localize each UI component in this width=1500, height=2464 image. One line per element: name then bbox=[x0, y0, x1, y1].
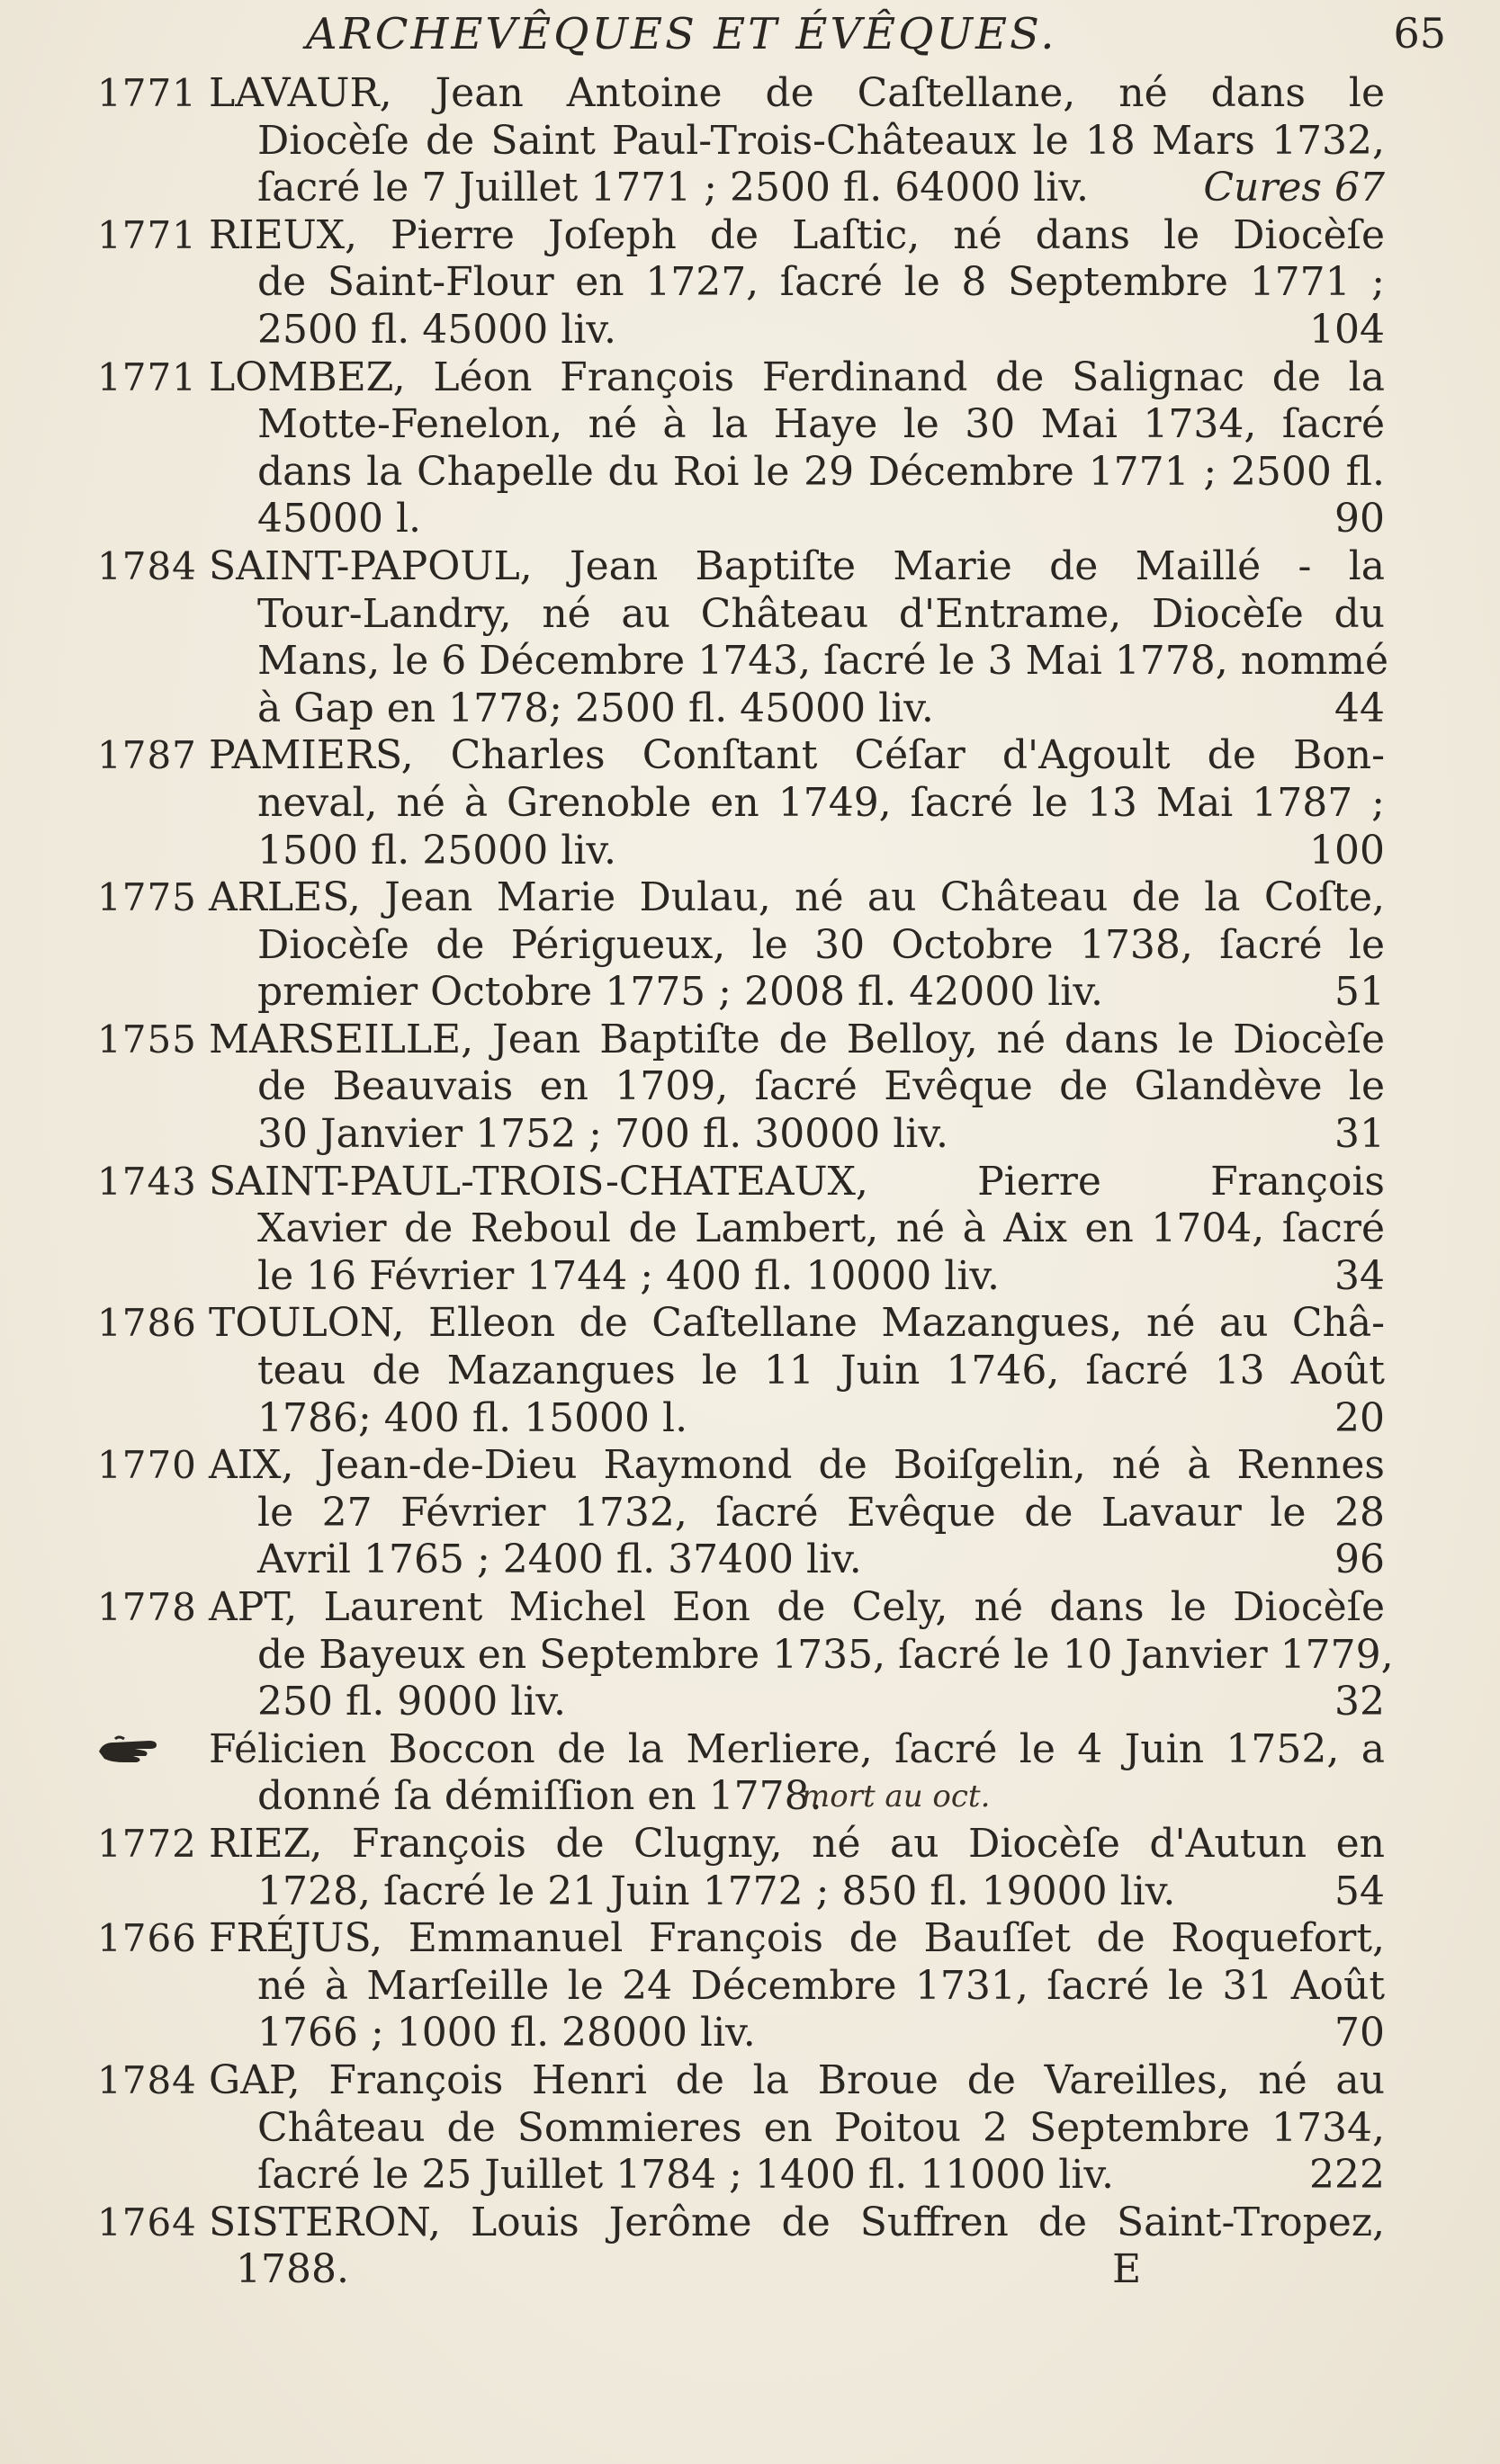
entry-year: 1764 bbox=[97, 2200, 197, 2244]
entry-number: 54 bbox=[1334, 1868, 1385, 1914]
entry-line: GAP, François Henri de la Broue de Vareilles, né au bbox=[209, 2056, 1385, 2103]
entry-line: 2500 fl. 45000 liv. bbox=[257, 306, 617, 353]
entry-marseille bbox=[0, 1017, 1500, 1159]
entry-line: ſacré le 7 Juillet 1771 ; 2500 fl. 64000 liv. bbox=[257, 165, 1089, 211]
page-title: ARCHEVÊQUES ET ÉVÊQUES. bbox=[306, 9, 1057, 59]
entry-line: 30 Janvier 1752 ; 700 fl. 30000 liv. bbox=[257, 1111, 948, 1158]
entry-arles bbox=[0, 874, 1500, 1017]
entry-line: LAVAUR, Jean Antoine de Caſtellane, né dans le bbox=[209, 70, 1385, 116]
entry-year: 1771 bbox=[97, 212, 197, 257]
entry-line: TOULON, Elleon de Caſtellane Mazangues, né au Châ- bbox=[209, 1300, 1385, 1347]
entry-line: Diocèſe de Saint Paul-Trois-Châteaux le 18 Mars 1732, bbox=[257, 117, 1385, 164]
entry-line: RIEUX, Pierre Joſeph de Laſtic, né dans le Diocèſe bbox=[209, 211, 1385, 258]
entry-line: Motte-Fenelon, né à la Haye le 30 Mai 1734, ſacré bbox=[257, 401, 1385, 448]
entry-gap bbox=[0, 2057, 1500, 2200]
entry-number: 51 bbox=[1334, 969, 1385, 1016]
entry-number: 67 bbox=[1334, 165, 1385, 211]
entry-year: 1766 bbox=[97, 1916, 197, 1961]
entry-number: 44 bbox=[1334, 685, 1385, 731]
entry-lavaur bbox=[0, 70, 1500, 212]
entry-line: RIEZ, François de Clugny, né au Diocèſe d'Autun en bbox=[209, 1820, 1385, 1867]
entry-line: de Beauvais en 1709, ſacré Evêque de Glandève le bbox=[257, 1063, 1385, 1110]
entry-line: MARSEILLE, Jean Baptiſte de Belloy, né dans le Diocèſe bbox=[209, 1016, 1385, 1062]
entry-year: 1784 bbox=[97, 2057, 197, 2102]
entry-saint-paul-trois-chateaux bbox=[0, 1159, 1500, 1301]
entry-line: Félicien Boccon de la Merliere, ſacré le 4 Juin 1752, a bbox=[209, 1725, 1385, 1772]
entry-line: le 27 Février 1732, ſacré Evêque de Lavaur le 28 bbox=[257, 1489, 1385, 1536]
entry-year: 1771 bbox=[97, 354, 197, 399]
entry-line: teau de Mazangues le 11 Juin 1746, ſacré 13 Août bbox=[257, 1348, 1385, 1394]
catchword: 1788. bbox=[236, 2246, 349, 2293]
entry-line: le 16 Février 1744 ; 400 fl. 10000 liv. bbox=[257, 1252, 1001, 1299]
entry-number: 100 bbox=[1309, 827, 1385, 874]
entry-line: LOMBEZ, Léon François Ferdinand de Salignac de la bbox=[209, 354, 1385, 400]
entry-year: 1770 bbox=[97, 1443, 197, 1488]
entry-line: SAINT-PAUL-TROIS-CHATEAUX, Pierre François bbox=[209, 1158, 1385, 1205]
entry-line: de Saint-Flour en 1727, ſacré le 8 Septembre 1771 ; bbox=[257, 259, 1385, 306]
handwritten-annotation: mort au oct. bbox=[801, 1779, 991, 1815]
entry-line: PAMIERS, Charles Conſtant Céſar d'Agoult de Bon- bbox=[209, 732, 1385, 779]
page-number: 65 bbox=[1393, 9, 1446, 58]
entry-year: 1743 bbox=[97, 1159, 197, 1204]
entry-number: 20 bbox=[1334, 1394, 1385, 1441]
entry-former-bishop bbox=[0, 1726, 1500, 1821]
entry-sisteron bbox=[0, 2200, 1500, 2294]
entry-line: né à Marſeille le 24 Décembre 1731, ſacré le 31 Août bbox=[257, 1962, 1385, 2009]
entry-number: 90 bbox=[1334, 496, 1385, 542]
entry-year: 1775 bbox=[97, 875, 197, 920]
entry-line: dans la Chapelle du Roi le 29 Décembre 1771 ; 2500 fl. bbox=[257, 448, 1385, 495]
entry-line: Avril 1765 ; 2400 fl. 37400 liv. bbox=[257, 1537, 862, 1583]
entry-year: 1787 bbox=[97, 733, 197, 778]
entry-line: AIX, Jean-de-Dieu Raymond de Boiſgelin, né à Rennes bbox=[209, 1442, 1385, 1489]
entry-year: 1755 bbox=[97, 1017, 197, 1062]
entry-number: 70 bbox=[1334, 2010, 1385, 2056]
entry-line: SAINT-PAPOUL, Jean Baptiſte Marie de Maillé - la bbox=[209, 542, 1385, 589]
entry-note: Cures bbox=[1203, 165, 1322, 211]
entry-line: SISTERON, Louis Jerôme de Suffren de Saint-Tropez, bbox=[209, 2199, 1385, 2245]
entry-line: neval, né à Grenoble en 1749, ſacré le 13 Mai 1787 ; bbox=[257, 779, 1385, 826]
entry-line: Xavier de Reboul de Lambert, né à Aix en 1704, ſacré bbox=[257, 1205, 1385, 1252]
entry-line: 1766 ; 1000 fl. 28000 liv. bbox=[257, 2010, 756, 2056]
entry-line: Tour-Landry, né au Château d'Entrame, Diocèſe du bbox=[257, 590, 1385, 637]
entry-line: de Bayeux en Septembre 1735, ſacré le 10 Janvier 1779, bbox=[257, 1631, 1394, 1678]
running-header bbox=[306, 9, 1446, 63]
entry-frejus bbox=[0, 1915, 1500, 2057]
entry-aix bbox=[0, 1442, 1500, 1584]
entry-number: 32 bbox=[1334, 1679, 1385, 1725]
entry-line: FRÉJUS, Emmanuel François de Bauſſet de Roquefort, bbox=[209, 1915, 1385, 1962]
entry-number: 104 bbox=[1309, 306, 1385, 353]
signature-mark: E bbox=[1112, 2246, 1142, 2293]
entry-year: 1784 bbox=[97, 543, 197, 588]
entry-line: APT, Laurent Michel Eon de Cely, né dans le Diocèſe bbox=[209, 1584, 1385, 1630]
pointing-hand-icon bbox=[97, 1732, 164, 1768]
entry-year: 1772 bbox=[97, 1821, 197, 1866]
entry-line: 45000 l. bbox=[257, 496, 422, 542]
entry-lombez bbox=[0, 354, 1500, 543]
entry-riez bbox=[0, 1821, 1500, 1915]
entry-toulon bbox=[0, 1300, 1500, 1442]
entry-line: donné ſa démiſſion en 1778. bbox=[257, 1773, 822, 1820]
entry-line: ſacré le 25 Juillet 1784 ; 1400 fl. 11000 liv. bbox=[257, 2152, 1114, 2199]
entry-year: 1771 bbox=[97, 71, 197, 115]
entry-line: ARLES, Jean Marie Dulau, né au Château de la Coſte, bbox=[209, 874, 1385, 921]
entry-year: 1786 bbox=[97, 1301, 197, 1346]
entry-rieux bbox=[0, 212, 1500, 354]
entry-saint-papoul bbox=[0, 543, 1500, 732]
entry-line: Mans, le 6 Décembre 1743, ſacré le 3 Mai 1778, nommé bbox=[257, 638, 1389, 685]
entry-line: 1786; 400 fl. 15000 l. bbox=[257, 1394, 688, 1441]
entry-line: premier Octobre 1775 ; 2008 fl. 42000 liv. bbox=[257, 969, 1103, 1016]
entry-pamiers bbox=[0, 732, 1500, 874]
entry-number: 222 bbox=[1309, 2152, 1385, 2199]
entry-line: 250 fl. 9000 liv. bbox=[257, 1679, 567, 1725]
entry-line: à Gap en 1778; 2500 fl. 45000 liv. bbox=[257, 685, 934, 731]
entry-number: 96 bbox=[1334, 1537, 1385, 1583]
entry-apt bbox=[0, 1584, 1500, 1726]
entry-year: 1778 bbox=[97, 1585, 197, 1629]
entry-line: 1728, ſacré le 21 Juin 1772 ; 850 fl. 19000 liv. bbox=[257, 1868, 1176, 1914]
entry-line: Château de Sommieres en Poitou 2 Septembre 1734, bbox=[257, 2104, 1385, 2151]
entries-list bbox=[0, 70, 1500, 2294]
entry-number: 31 bbox=[1334, 1111, 1385, 1158]
entry-line: Diocèſe de Périgueux, le 30 Octobre 1738, ſacré le bbox=[257, 921, 1385, 968]
entry-line: 1500 fl. 25000 liv. bbox=[257, 827, 617, 874]
entry-number: 34 bbox=[1334, 1252, 1385, 1299]
